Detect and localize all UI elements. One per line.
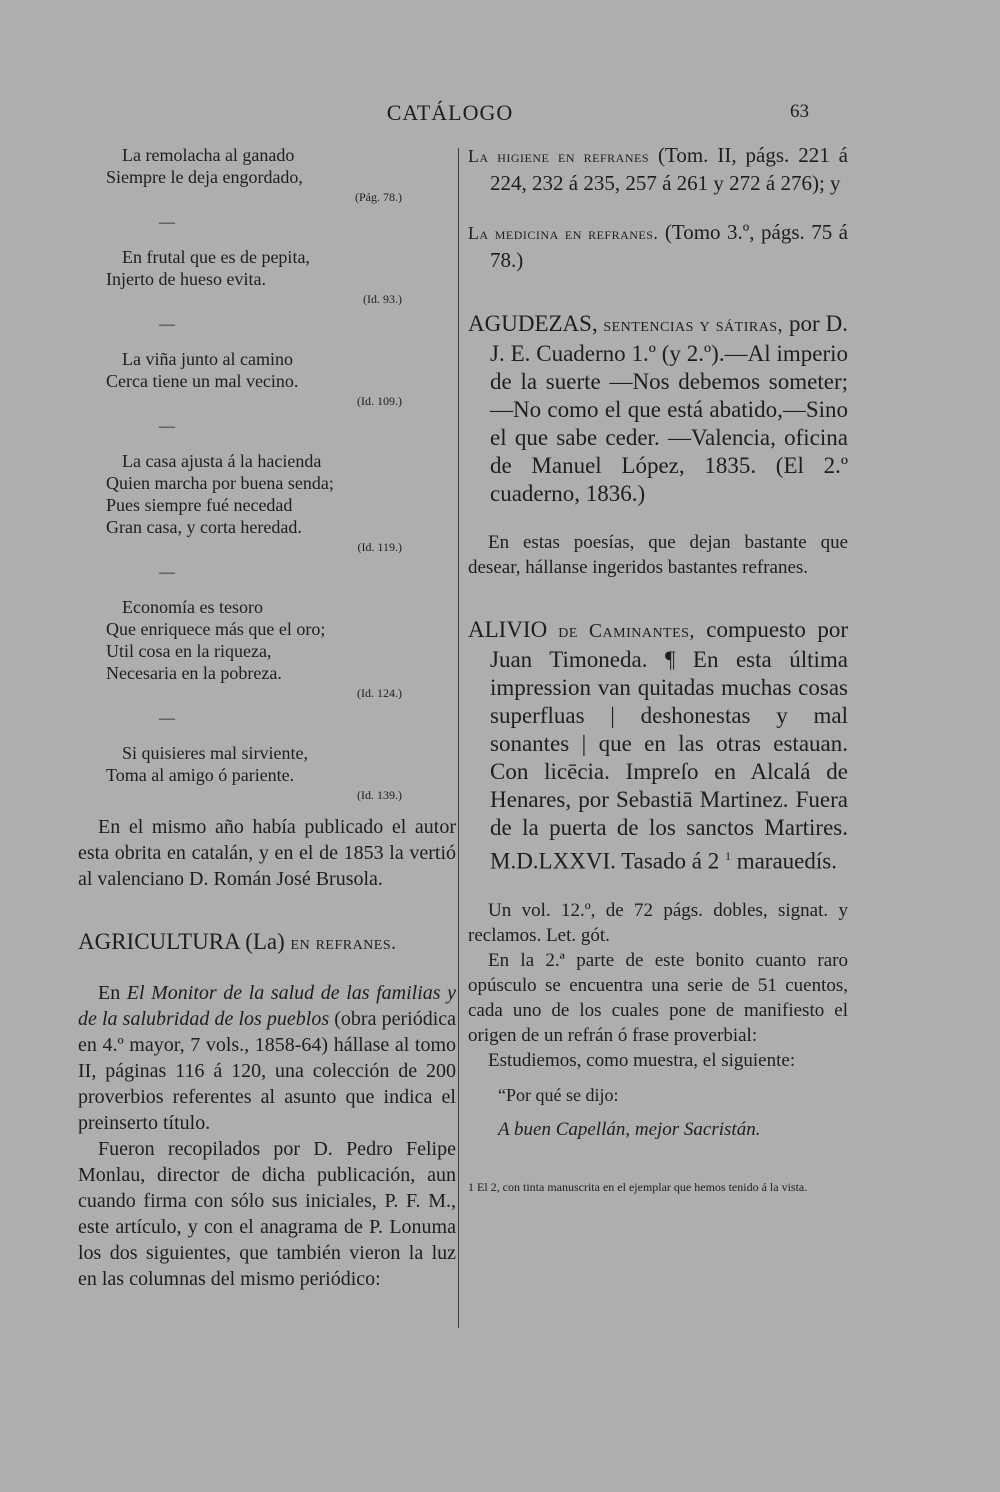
text-run: En: [98, 982, 127, 1004]
verse-line: Quien marcha por buena senda;: [106, 473, 334, 493]
verse-reference: (Pág. 78.): [355, 190, 402, 204]
verse-line: La viña junto al camino: [122, 349, 293, 369]
paragraph: En el mismo año había publicado el autor esta obrita en catalán, y en el de 1853 la vertió al valenciano D. Román José Brusola.: [78, 816, 456, 890]
verse-stanza: [78, 348, 456, 410]
entry-heading: [468, 142, 848, 197]
stanza-separator: —: [159, 418, 175, 435]
verse-line: Necesaria en la pobreza.: [106, 663, 282, 683]
entry-heading-main: AGUDEZAS,: [468, 311, 598, 336]
column-divider: [458, 148, 459, 1328]
verse-reference: (Id. 124.): [357, 686, 402, 700]
running-header-title: CATÁLOGO: [386, 100, 514, 125]
entry-heading-rest: marauedís.: [730, 848, 837, 874]
verse-reference: (Id. 93.): [363, 292, 402, 306]
verse-line: Util cosa en la riqueza,: [106, 641, 272, 661]
paragraph: En la 2.ª parte de este bonito cuanto raro opúsculo se encuentra una serie de 51 cuentos, cada uno de los cuales pone de manifiesto el origen de un refrán ó frase proverbial:: [468, 949, 848, 1046]
verse-line: Cerca tiene un mal vecino.: [106, 371, 299, 391]
verse-line: Gran casa, y corta heredad.: [106, 517, 302, 537]
entry-heading-main: ALIVIO: [468, 617, 548, 642]
verse-line: Economía es tesoro: [122, 597, 263, 617]
entry-heading-smallcaps: de Caminantes,: [547, 621, 695, 642]
entry-heading: [468, 219, 848, 274]
verse-line: En frutal que es de pepita,: [122, 247, 310, 267]
verse-line: Siempre le deja engordado,: [106, 167, 303, 187]
entry-heading-rest: por D. J. E. Cuaderno 1.º (y 2.º).—Al imperio de la suerte —Nos debemos someter; —No como el que está abatido,—Sino el que sabe ceder. —Valencia, oficina de Manuel López, 1835. (El 2.º cuaderno, 1836.): [490, 311, 848, 506]
italic-proverb: A buen Capellán, mejor Sacristán.: [498, 1118, 761, 1140]
verse-reference: (Id. 109.): [357, 394, 402, 408]
verse-reference: (Id. 119.): [357, 540, 402, 554]
verse-stanza: [78, 450, 456, 556]
entry-heading: [468, 616, 848, 876]
page-number: 63: [790, 101, 809, 122]
verse-stanza: [78, 246, 456, 308]
paragraph: [78, 980, 456, 1136]
stanza-separator: —: [159, 214, 175, 231]
entry-heading-rest: (Tom. II, págs. 221 á 224, 232 á 235, 257 á 261 y 272 á 276); y: [490, 143, 848, 195]
text-run: (obra periódica en 4.º mayor, 7 vols., 1858-64) hállase al tomo II, páginas 116 á 120, una colección de 200 proverbios referentes al asunto que indica el preinserto título.: [78, 1008, 456, 1134]
verse-stanza: [78, 144, 456, 206]
paragraph: Fueron recopilados por D. Pedro Felipe Monlau, director de dicha publicación, aun cuando firma con sólo sus iniciales, P. F. M., este artículo, y con el anagrama de P. Lonuma los dos siguientes, que también vieron la luz en las columnas del mismo periódico:: [78, 1138, 456, 1290]
verse-stanza: [78, 596, 456, 702]
entry-heading-smallcaps: La medicina en refranes.: [468, 223, 659, 243]
verse-line: Pues siempre fué necedad: [106, 495, 293, 515]
quote-line: “Por qué se dijo:: [498, 1084, 619, 1105]
verse-reference: (Id. 139.): [357, 788, 402, 802]
paragraph: Estudiemos, como muestra, el siguiente:: [488, 1049, 796, 1071]
verse-line: Si quisieres mal sirviente,: [122, 743, 308, 763]
stanza-separator: —: [159, 316, 175, 333]
paragraph: En estas poesías, que dejan bastante que desear, hállanse ingeridos bastantes refranes.: [468, 532, 848, 578]
verse-line: La remolacha al ganado: [122, 145, 295, 165]
verse-line: Toma al amigo ó pariente.: [106, 765, 295, 785]
paragraph: Un vol. 12.º, de 72 págs. dobles, signat. y reclamos. Let. gót.: [468, 899, 848, 946]
stanza-separator: —: [159, 564, 175, 581]
footnote: 1 El 2, con tinta manuscrita en el ejemplar que hemos tenido á la vista.: [468, 1179, 808, 1194]
entry-heading-rest: compuesto por Juan Timoneda. ¶ En esta última impression van quitadas muchas cosas superfluas | deshonestas y mal sonantes | que en las otras estauan. Con licēcia. Impreſo en Alcalá de Henares, por Sebastiā Martinez. Fuera de la puerta de los sanctos Martires. M.D.LXXVI. Tasado á 2: [490, 617, 849, 874]
verse-stanza: [78, 742, 456, 804]
entry-heading: [468, 310, 848, 508]
entry-heading-smallcaps: La higiene en refranes: [468, 146, 650, 166]
entry-heading: [78, 928, 456, 958]
right-column: [468, 142, 848, 1196]
entry-heading-smallcaps: en refranes.: [290, 933, 397, 954]
verse-line: Injerto de hueso evita.: [106, 269, 266, 289]
stanza-separator: —: [159, 710, 175, 727]
verse-line: Que enriquece más que el oro;: [106, 619, 326, 639]
verse-line: La casa ajusta á la hacienda: [122, 451, 322, 471]
entry-heading-main: AGRICULTURA (La): [78, 929, 285, 954]
italic-title: El Monitor de la salud de las familias y de la salubridad de los pueblos: [78, 982, 457, 1030]
left-column: [78, 144, 456, 1292]
entry-heading-smallcaps: sentencias y sátiras,: [597, 315, 783, 336]
entry-heading-rest: (Tomo 3.º, págs. 75 á 78.): [490, 220, 849, 272]
footnote-marker: 1: [724, 849, 731, 863]
